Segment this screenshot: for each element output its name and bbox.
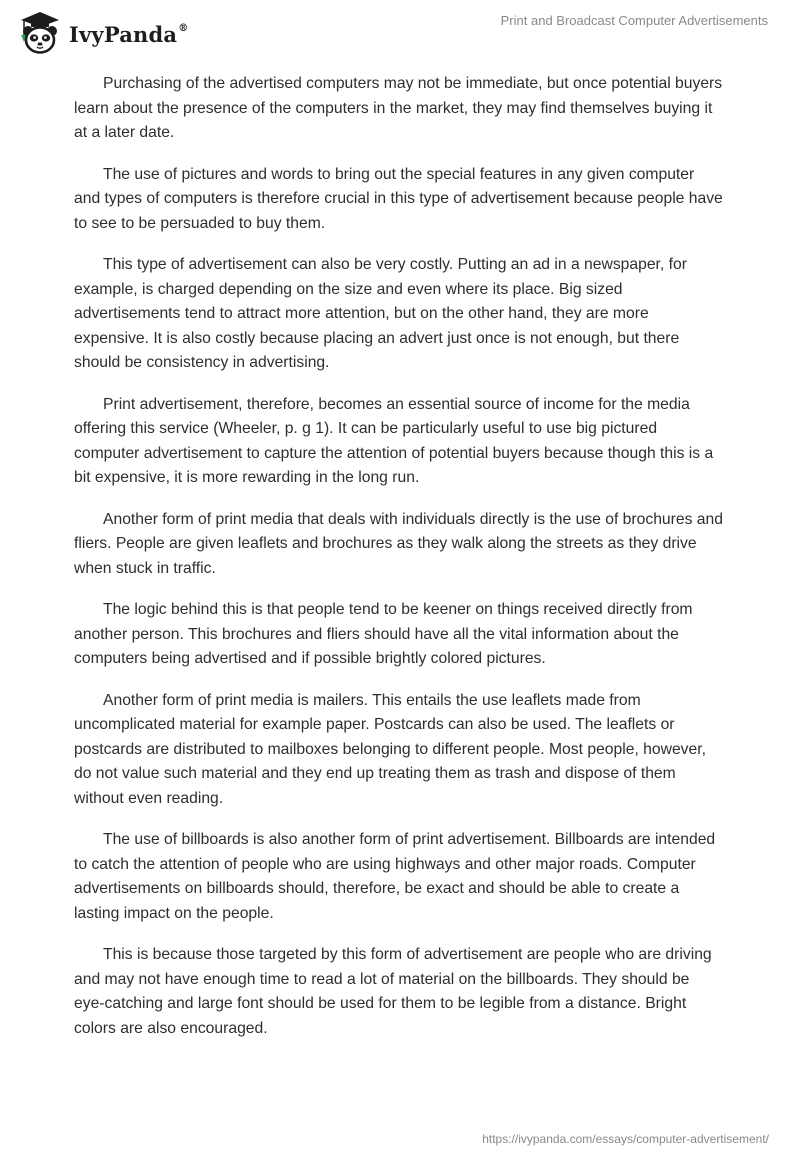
- essay-body: [74, 72, 724, 1058]
- paragraph: Another form of print media that deals with individuals directly is the use of brochures and fliers. People are given leaflets and brochures as they walk along the streets as they drive when stuck in traffic.: [74, 510, 723, 577]
- source-url[interactable]: https://ivypanda.com/essays/computer-advertisement/: [482, 1132, 769, 1146]
- paragraph: This type of advertisement can also be very costly. Putting an ad in a newspaper, for example, is charged depending on the size and even where its place. Big sized advertisements tend to attract more attention, but on the other hand, they are more expensive. It is also costly because placing an advert just once is not enough, but there should be consistency in advertising.: [74, 256, 687, 371]
- brand-logo[interactable]: [15, 7, 188, 57]
- panda-graduate-icon: [15, 9, 63, 55]
- paragraph: The logic behind this is that people tend to be keener on things received directly from another person. This brochures and fliers should have all the vital information about the computers being advertised and if possible brightly colored pictures.: [74, 601, 693, 667]
- paragraph: The use of pictures and words to bring out the special features in any given computer and types of computers is therefore crucial in this type of advertisement because people have to see to be persuaded to buy them.: [74, 165, 723, 232]
- page-header: [0, 0, 800, 70]
- paragraph: Purchasing of the advertised computers may not be immediate, but once potential buyers learn about the presence of the computers in the market, they may find themselves buying it at a later date.: [74, 75, 723, 141]
- paragraph: The use of billboards is also another form of print advertisement. Billboards are intended to catch the attention of people who are using highways and other major roads. Computer advertisements on billboards should, therefore, be exact and should be able to create a lasting impact on the people.: [74, 831, 716, 922]
- paragraph: Print advertisement, therefore, becomes an essential source of income for the media offering this service (Wheeler, p. g 1). It can be particularly useful to use big pictured computer advertisement to capture the attention of potential buyers because though this is a bit expensive, it is more rewarding in the long run.: [74, 395, 714, 486]
- document-title: Print and Broadcast Computer Advertisements: [500, 13, 768, 28]
- paragraph: This is because those targeted by this form of advertisement are people who are driving and may not have enough time to read a lot of material on the billboards. They should be eye-catching and large font should be used for them to be legible from a distance. Bright colors are also encouraged.: [74, 946, 712, 1037]
- paragraph: Another form of print media is mailers. This entails the use leaflets made from uncomplicated material for example paper. Postcards can also be used. The leaflets or postcards are distributed to mailboxes belonging to different people. Most people, however, do not value such material and they end up treating them as trash and dispose of them without even reading.: [74, 691, 706, 807]
- brand-name: IvyPanda®: [69, 21, 189, 47]
